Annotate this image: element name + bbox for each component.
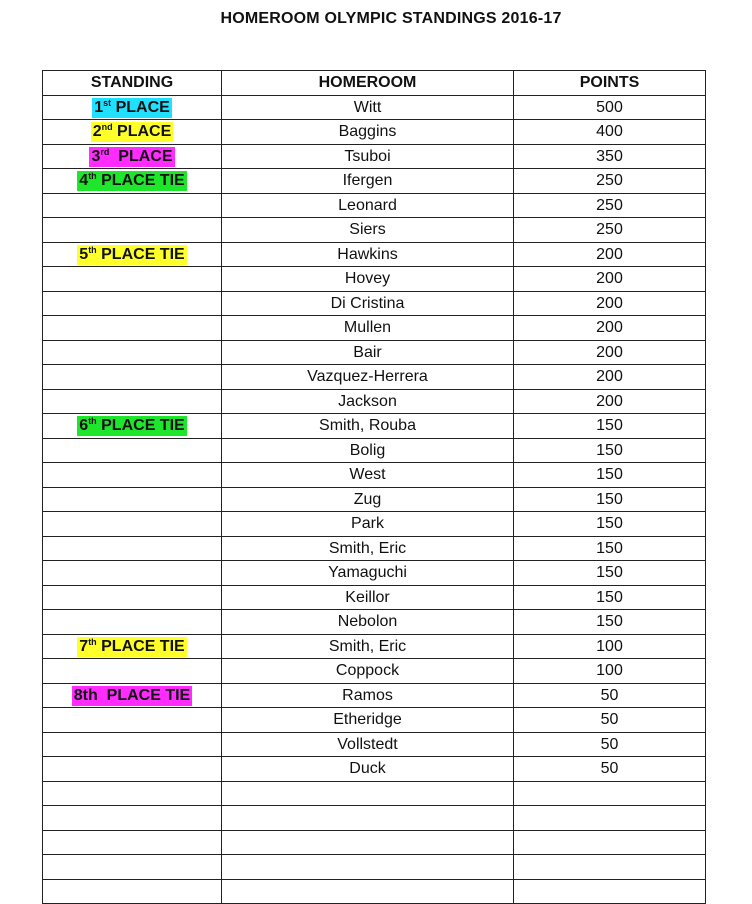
table-row (43, 487, 706, 512)
standing-cell (43, 708, 222, 733)
homeroom-cell: Hawkins (222, 242, 514, 267)
standing-cell (43, 242, 222, 267)
homeroom-cell (222, 830, 514, 855)
column-header-homeroom: HOMEROOM (222, 71, 514, 96)
homeroom-cell: West (222, 463, 514, 488)
table-row (43, 830, 706, 855)
standing-cell (43, 340, 222, 365)
homeroom-cell: Tsuboi (222, 144, 514, 169)
table-row (43, 389, 706, 414)
points-cell: 100 (514, 659, 706, 684)
table-row (43, 585, 706, 610)
points-cell (514, 806, 706, 831)
table-row (43, 757, 706, 782)
standing-label: PLACE TIE (96, 637, 185, 655)
standing-label: PLACE TIE (96, 245, 185, 263)
standing-cell (43, 512, 222, 537)
table-row (43, 291, 706, 316)
points-cell: 150 (514, 438, 706, 463)
homeroom-cell: Yamaguchi (222, 561, 514, 586)
points-cell: 150 (514, 585, 706, 610)
points-cell: 50 (514, 683, 706, 708)
standing-cell (43, 414, 222, 439)
homeroom-cell: Coppock (222, 659, 514, 684)
points-cell (514, 855, 706, 880)
homeroom-cell: Smith, Rouba (222, 414, 514, 439)
table-row (43, 218, 706, 243)
table-row (43, 463, 706, 488)
table-row (43, 316, 706, 341)
table-row (43, 610, 706, 635)
standing-cell (43, 267, 222, 292)
standing-number: 3 (91, 147, 101, 165)
homeroom-cell: Siers (222, 218, 514, 243)
points-cell: 50 (514, 732, 706, 757)
standing-label: PLACE TIE (96, 417, 185, 435)
homeroom-cell: Bolig (222, 438, 514, 463)
table-row (43, 414, 706, 439)
page-title: HOMEROOM OLYMPIC STANDINGS 2016-17 (220, 10, 562, 27)
points-cell: 200 (514, 267, 706, 292)
standing-badge (77, 637, 186, 657)
table-row (43, 95, 706, 120)
standing-badge (77, 171, 186, 191)
homeroom-cell: Mullen (222, 316, 514, 341)
standing-number: 7 (79, 637, 89, 655)
table-row (43, 708, 706, 733)
table-row (43, 781, 706, 806)
standing-ordinal-suffix: th (88, 171, 97, 182)
standing-badge (77, 416, 186, 436)
homeroom-cell: Keillor (222, 585, 514, 610)
homeroom-cell (222, 855, 514, 880)
points-cell: 200 (514, 291, 706, 316)
table-row (43, 193, 706, 218)
homeroom-cell: Jackson (222, 389, 514, 414)
points-cell: 150 (514, 512, 706, 537)
standing-cell (43, 365, 222, 390)
standing-cell (43, 144, 222, 169)
standing-cell (43, 585, 222, 610)
table-row (43, 340, 706, 365)
standing-cell (43, 732, 222, 757)
table-row (43, 634, 706, 659)
standing-cell (43, 193, 222, 218)
standing-cell (43, 610, 222, 635)
points-cell: 150 (514, 561, 706, 586)
homeroom-cell: Hovey (222, 267, 514, 292)
homeroom-cell: Nebolon (222, 610, 514, 635)
points-cell: 250 (514, 218, 706, 243)
standing-cell (43, 218, 222, 243)
standing-ordinal-suffix: th (88, 636, 97, 647)
homeroom-cell: Duck (222, 757, 514, 782)
standing-label: PLACE (111, 98, 170, 116)
table-header-row (43, 71, 706, 96)
table-row (43, 365, 706, 390)
standing-number: 4 (79, 172, 89, 190)
standing-ordinal-suffix: nd (101, 122, 113, 133)
homeroom-cell: Ramos (222, 683, 514, 708)
standing-badge (89, 147, 174, 167)
homeroom-cell: Park (222, 512, 514, 537)
standing-ordinal-suffix: st (103, 97, 112, 108)
standing-badge (92, 98, 172, 118)
homeroom-cell: Etheridge (222, 708, 514, 733)
table-row (43, 169, 706, 194)
standing-cell (43, 855, 222, 880)
points-cell (514, 781, 706, 806)
homeroom-cell: Vazquez-Herrera (222, 365, 514, 390)
homeroom-cell: Di Cristina (222, 291, 514, 316)
table-row (43, 512, 706, 537)
table-row (43, 806, 706, 831)
standings-table (42, 70, 706, 904)
points-cell: 200 (514, 340, 706, 365)
homeroom-cell (222, 781, 514, 806)
standing-cell (43, 95, 222, 120)
table-row (43, 683, 706, 708)
standing-cell (43, 806, 222, 831)
standing-cell (43, 683, 222, 708)
standing-cell (43, 389, 222, 414)
standing-cell (43, 291, 222, 316)
standing-number: 1 (94, 98, 104, 116)
standing-cell (43, 830, 222, 855)
homeroom-cell (222, 806, 514, 831)
points-cell: 150 (514, 487, 706, 512)
homeroom-cell: Smith, Eric (222, 634, 514, 659)
standing-cell (43, 120, 222, 145)
standing-ordinal-suffix: th (88, 244, 97, 255)
points-cell: 150 (514, 414, 706, 439)
points-cell: 50 (514, 708, 706, 733)
points-cell: 50 (514, 757, 706, 782)
homeroom-cell: Leonard (222, 193, 514, 218)
homeroom-cell: Vollstedt (222, 732, 514, 757)
table-row (43, 732, 706, 757)
points-cell: 150 (514, 610, 706, 635)
table-row (43, 120, 706, 145)
standing-badge (77, 245, 186, 265)
standing-ordinal-suffix: rd (100, 146, 110, 157)
standing-badge (91, 122, 174, 142)
standing-cell (43, 781, 222, 806)
points-cell: 200 (514, 316, 706, 341)
standing-label: PLACE (112, 123, 172, 141)
standing-cell (43, 561, 222, 586)
homeroom-cell: Ifergen (222, 169, 514, 194)
standing-cell (43, 536, 222, 561)
standing-cell (43, 634, 222, 659)
points-cell: 500 (514, 95, 706, 120)
column-header-standing: STANDING (43, 71, 222, 96)
homeroom-cell: Zug (222, 487, 514, 512)
points-cell: 100 (514, 634, 706, 659)
table-row (43, 242, 706, 267)
points-cell: 250 (514, 193, 706, 218)
standing-cell (43, 463, 222, 488)
homeroom-cell: Bair (222, 340, 514, 365)
standing-cell (43, 316, 222, 341)
homeroom-cell: Baggins (222, 120, 514, 145)
standing-cell (43, 169, 222, 194)
standing-number: 5 (79, 245, 89, 263)
points-cell: 250 (514, 169, 706, 194)
standing-number: 8th (73, 686, 98, 704)
points-cell: 200 (514, 242, 706, 267)
points-cell: 350 (514, 144, 706, 169)
standing-cell (43, 487, 222, 512)
points-cell (514, 830, 706, 855)
points-cell: 150 (514, 536, 706, 561)
points-cell: 200 (514, 389, 706, 414)
table-row (43, 659, 706, 684)
table-row (43, 438, 706, 463)
standing-ordinal-suffix: th (88, 416, 97, 427)
standing-cell (43, 757, 222, 782)
points-cell: 150 (514, 463, 706, 488)
standing-label: PLACE TIE (96, 172, 185, 190)
standing-cell (43, 438, 222, 463)
table-row (43, 536, 706, 561)
table-row (43, 561, 706, 586)
points-cell: 200 (514, 365, 706, 390)
standing-label: PLACE TIE (97, 686, 191, 704)
standing-cell (43, 659, 222, 684)
column-header-points: POINTS (514, 71, 706, 96)
standing-label: PLACE (109, 147, 173, 165)
standing-number: 2 (92, 123, 102, 141)
points-cell: 400 (514, 120, 706, 145)
table-row (43, 267, 706, 292)
homeroom-cell: Witt (222, 95, 514, 120)
table-row (43, 144, 706, 169)
standing-number: 6 (79, 417, 89, 435)
standing-badge (72, 686, 192, 706)
homeroom-cell: Smith, Eric (222, 536, 514, 561)
table-row (43, 855, 706, 880)
